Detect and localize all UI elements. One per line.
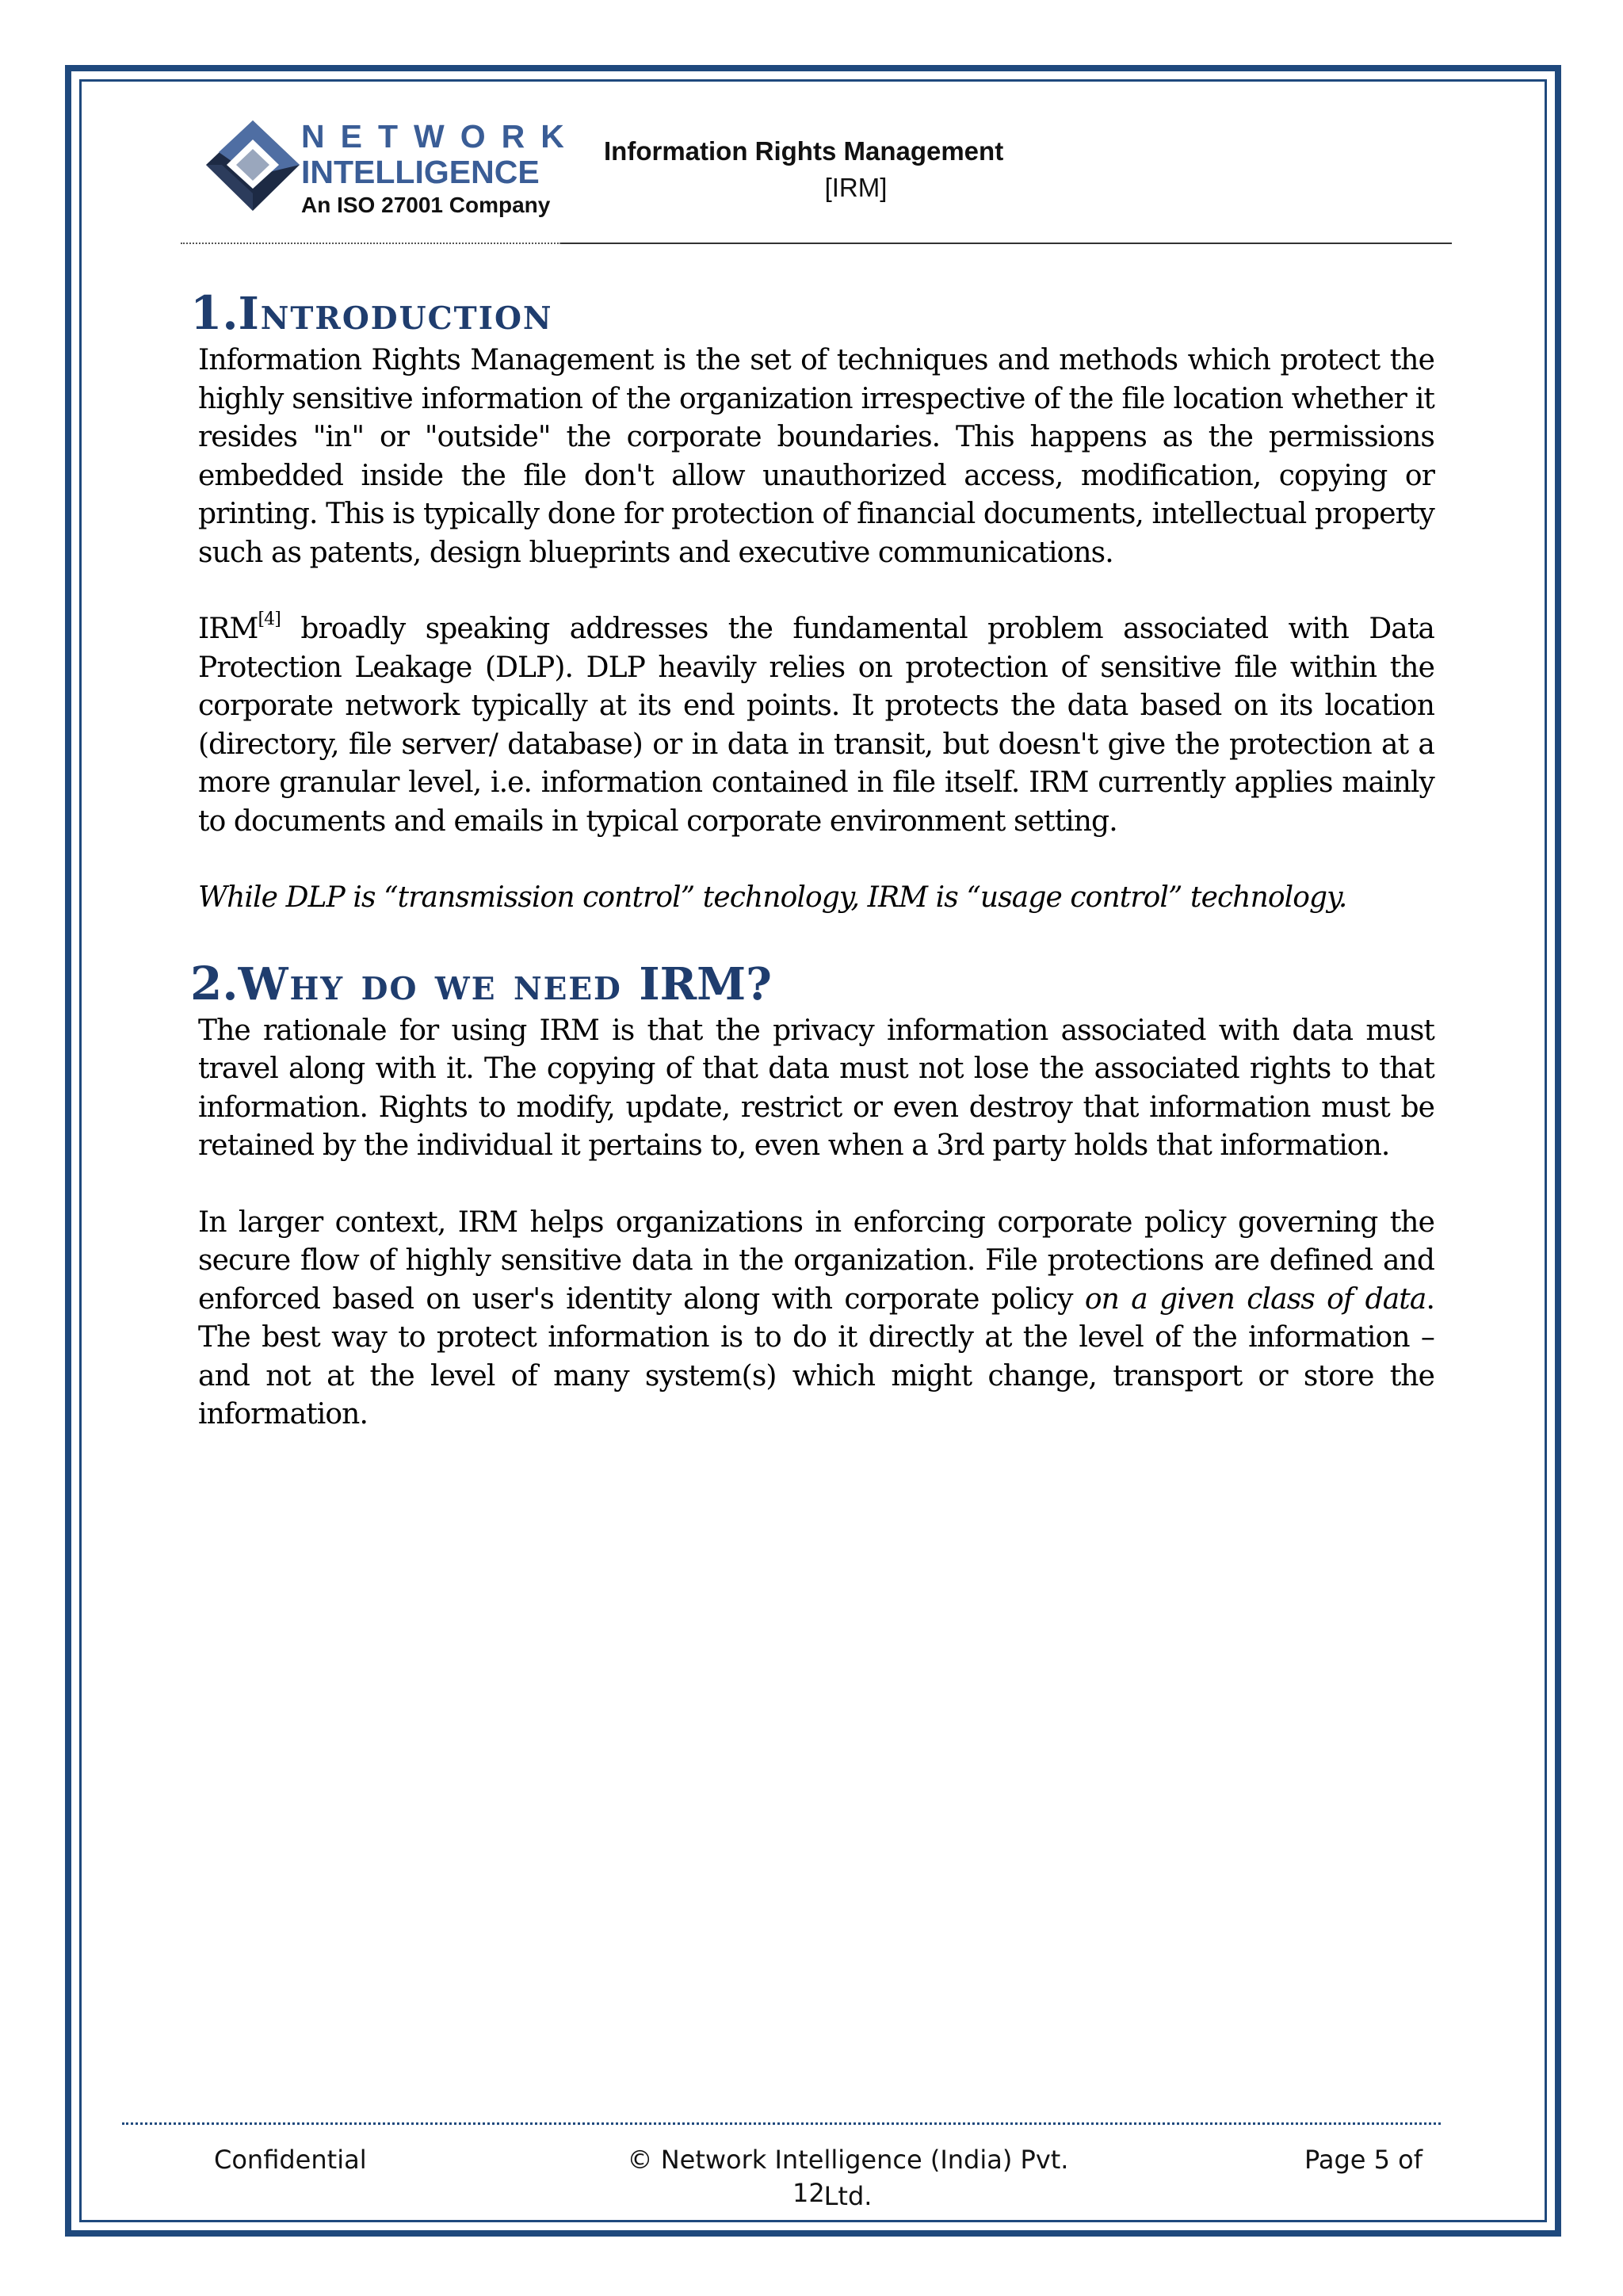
paragraph-italic: While DLP is “transmission control” technology, IRM is “usage control” technology. [198,881,1347,914]
section-heading-introduction [190,285,1434,342]
footer-page-number: Page 5 of [1304,2145,1423,2175]
company-logo [203,117,580,227]
header-rule-dotted [181,243,561,244]
paragraph-text: In larger context, IRM helps organizations in enforcing corporate policy governing the secure flow of highly sensitive data in the organization. File protections are defined and enforced based on user's identity along with corporate policy [198,1205,1434,1316]
document-body [190,285,1434,1473]
header-rule-solid [561,243,1452,244]
section-number: 2. [190,956,239,1010]
footer-page-total: 12 [792,2178,825,2208]
footer-rule [122,2122,1441,2125]
paragraph-text: IRM [198,613,258,645]
citation-ref: [4] [258,609,281,629]
logo-line-iso: An ISO 27001 Company [301,193,551,217]
header-title-line1: Information Rights Management [604,136,1004,166]
header-title [555,133,1078,206]
logo-wordmark [301,119,580,220]
diamond-logo-icon [203,117,303,217]
paragraph-text: . The best way to protect information is to do it directly at the level of the information – and not at the level of many system(s) which might change, transport or store the information. [198,1282,1434,1431]
section-title: Introduction [238,288,553,340]
footer-confidential: Confidential [214,2145,367,2175]
paragraph [198,1204,1434,1435]
paragraph: Information Rights Management is the set of techniques and methods which protect the highly sensitive information of the organization irrespective of the file location whether it resides "in" or "outside" the corporate boundaries. This happens as the permissions embedded inside the file don't allow unauthorized access, modification, copying or printing. This is typically done for protection of financial documents, intellectual property such as patents, design blueprints and executive communications. [198,344,1434,569]
header-title-line2: [IRM] [824,173,888,202]
section-title: Why do we need [238,957,640,1010]
paragraph-emphasis: on a given class of data [1084,1282,1426,1316]
paragraph [198,610,1434,841]
paragraph: The rationale for using IRM is that the privacy information associated with data must travel along with it. The copying of that data must not lose the associated rights to that information. Rights to modify, update, restrict or even destroy that information must be retained by the individual it pertains to, even when a 3rd party holds that information. [198,1014,1434,1162]
paragraph-text: broadly speaking addresses the fundamental problem associated with Data Protection Leakage (DLP). DLP heavily relies on protection of sensitive file within the corporate network typically at its end points. It protects the data based on its location (directory, file server/ database) or in data in transit, but doesn't give the protection at a more granular level, i.e. information contained in file itself. IRM currently applies mainly to documents and emails in typical corporate environment setting. [198,613,1434,838]
footer-copyright: © Network Intelligence (India) Pvt. Ltd. [627,2145,1069,2211]
logo-line-network: NETWORK [301,118,580,155]
section-title-caps: IRM? [639,957,772,1010]
section-number: 1. [190,286,239,340]
logo-line-intelligence: INTELLIGENCE [301,154,540,190]
section-heading-why-irm [190,956,1434,1012]
